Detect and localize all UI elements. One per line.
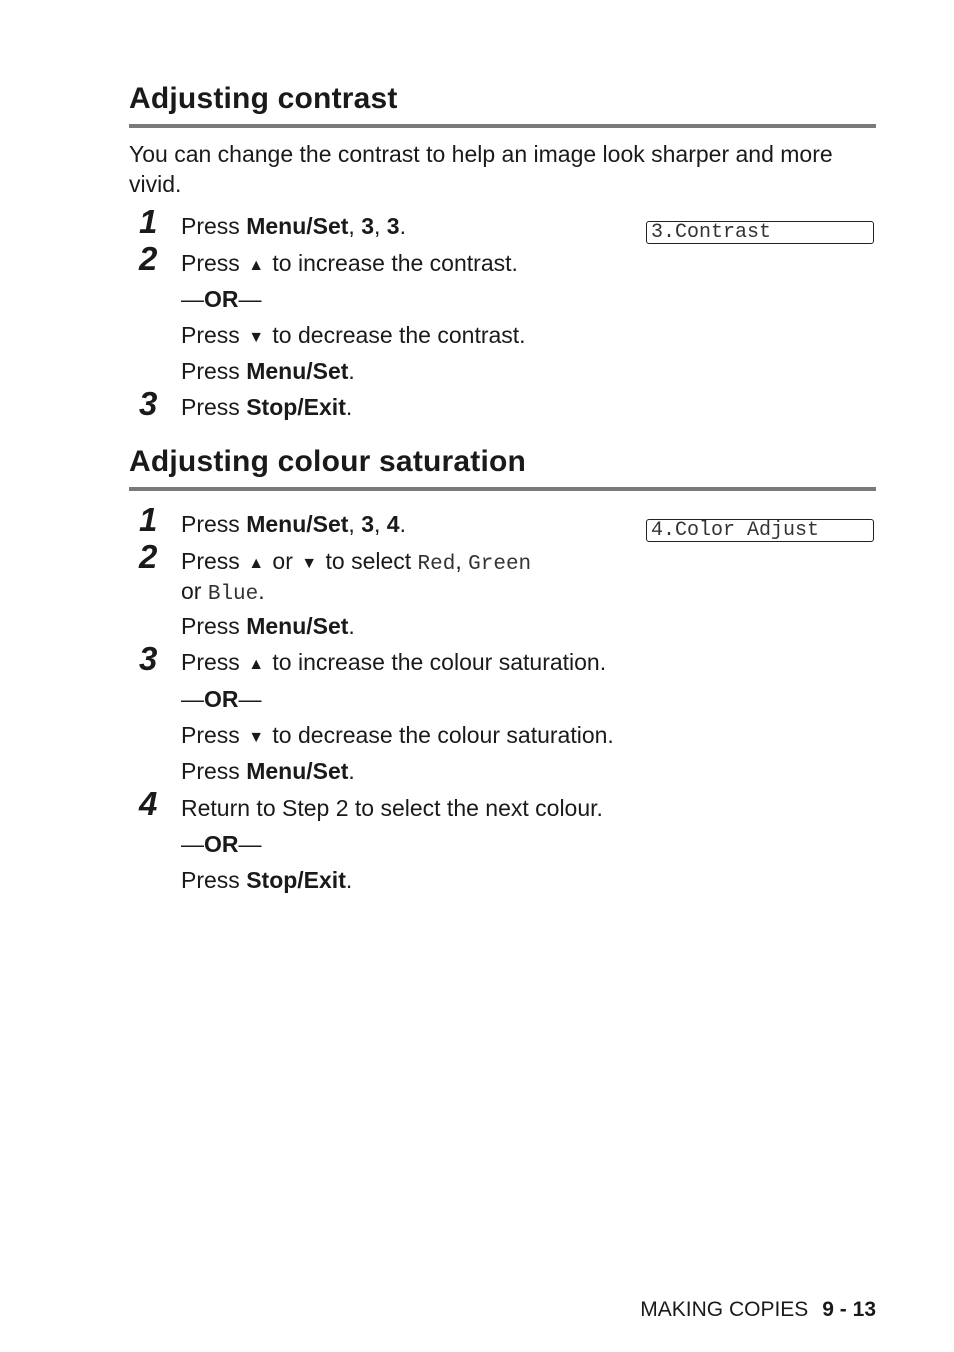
step-text: Return to Step 2 to select the next colour. bbox=[181, 795, 603, 821]
step-text: Press ▲ to increase the contrast. bbox=[181, 248, 518, 281]
step-text: Press ▲ or ▼ to select Red, Green bbox=[181, 546, 531, 580]
step-number: 3 bbox=[139, 640, 158, 677]
step-number: 2 bbox=[139, 538, 158, 575]
step-text: Press Stop/Exit. bbox=[181, 394, 353, 420]
lcd-display: 4.Color Adjust bbox=[646, 519, 874, 542]
lcd-display: 3.Contrast bbox=[646, 221, 874, 244]
step-text: Press ▲ to increase the colour saturation. bbox=[181, 647, 606, 680]
up-arrow-icon: ▲ bbox=[248, 555, 265, 572]
step-text: Press ▼ to decrease the contrast. bbox=[181, 320, 526, 353]
step-text: Press Menu/Set, 3, 3. bbox=[181, 213, 406, 239]
intro-paragraph: You can change the contrast to help an image look sharper and more vivid. bbox=[129, 141, 833, 197]
step-number: 4 bbox=[139, 785, 158, 822]
step-text: Press Stop/Exit. bbox=[181, 867, 353, 893]
section-rule bbox=[129, 124, 876, 128]
section-title-saturation: Adjusting colour saturation bbox=[129, 445, 527, 478]
or-divider: —OR— bbox=[181, 831, 262, 857]
down-arrow-icon: ▼ bbox=[301, 555, 318, 572]
section-title-contrast: Adjusting contrast bbox=[129, 82, 398, 115]
up-arrow-icon: ▲ bbox=[248, 656, 265, 673]
up-arrow-icon: ▲ bbox=[248, 257, 265, 274]
page-footer bbox=[640, 1298, 876, 1322]
step-text: Press Menu/Set. bbox=[181, 613, 355, 639]
step-text: Press ▼ to decrease the colour saturation. bbox=[181, 720, 614, 753]
page-number: 9 - 13 bbox=[822, 1298, 876, 1321]
step-text: Press Menu/Set. bbox=[181, 358, 355, 384]
step-text: Press Menu/Set. bbox=[181, 758, 355, 784]
step-number: 3 bbox=[139, 385, 158, 422]
step-text: or Blue. bbox=[181, 578, 265, 606]
step-number: 1 bbox=[139, 501, 158, 538]
down-arrow-icon: ▼ bbox=[248, 329, 265, 346]
step-number: 1 bbox=[139, 203, 158, 240]
down-arrow-icon: ▼ bbox=[248, 729, 265, 746]
step-text: Press Menu/Set, 3, 4. bbox=[181, 511, 406, 537]
step-number: 2 bbox=[139, 240, 158, 277]
section-rule bbox=[129, 487, 876, 491]
or-divider: —OR— bbox=[181, 286, 262, 312]
chapter-label: MAKING COPIES bbox=[640, 1298, 809, 1321]
or-divider: —OR— bbox=[181, 686, 262, 712]
